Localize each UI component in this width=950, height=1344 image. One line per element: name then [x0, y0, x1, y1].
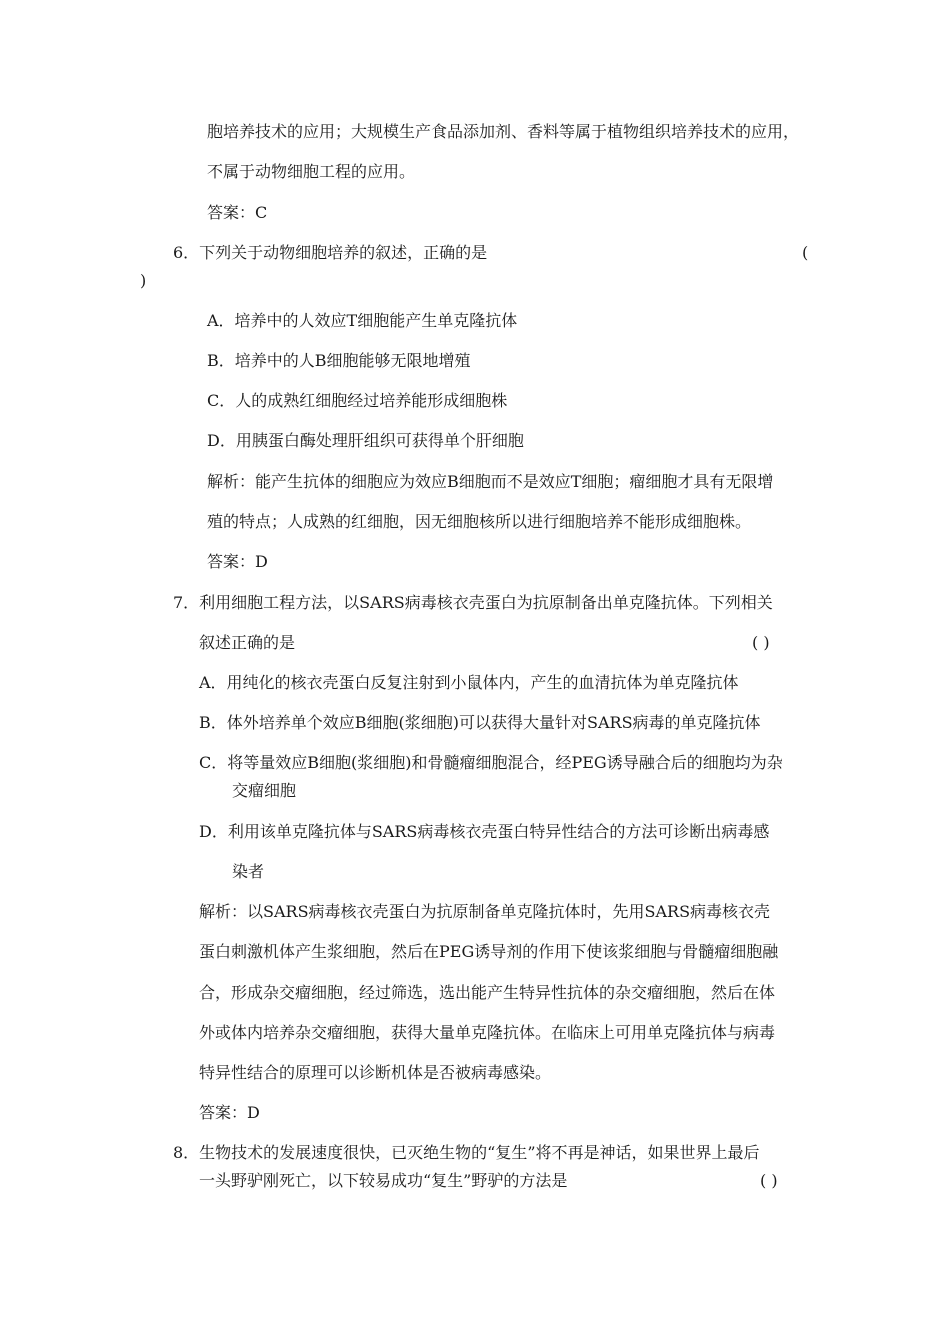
- q6-option-c: C．人的成熟红细胞经过培养能形成细胞株: [207, 391, 508, 410]
- q7-analysis-line-4: 外或体内培养杂交瘤细胞，获得大量单克隆抗体。在临床上可用单克隆抗体与病毒: [199, 1023, 776, 1042]
- q6-analysis-line-1: 解析：能产生抗体的细胞应为效应B细胞而不是效应T细胞；瘤细胞才具有无限增: [207, 472, 774, 491]
- q8-stem-line-1: 8．生物技术的发展速度很快，已灭绝生物的“复生”将不再是神话，如果世界上最后: [173, 1143, 760, 1162]
- q7-answer-paren: ( ): [752, 633, 770, 652]
- q7-option-c-line-1: C．将等量效应B细胞(浆细胞)和骨髓瘤细胞混合，经PEG诱导融合后的细胞均为杂: [199, 753, 783, 772]
- q6-paren-close: ): [140, 271, 147, 290]
- q7-option-a: A．用纯化的核衣壳蛋白反复注射到小鼠体内，产生的血清抗体为单克隆抗体: [199, 673, 739, 692]
- q5-analysis-line-2: 不属于动物细胞工程的应用。: [207, 162, 416, 181]
- q8-stem-line-2: 一头野驴刚死亡，以下较易成功“复生”野驴的方法是: [199, 1171, 568, 1190]
- q7-analysis-line-5: 特异性结合的原理可以诊断机体是否被病毒感染。: [199, 1063, 552, 1082]
- q6-option-a: A．培养中的人效应T细胞能产生单克隆抗体: [207, 311, 518, 330]
- q8-answer-paren: ( ): [760, 1171, 778, 1190]
- q6-option-d: D．用胰蛋白酶处理肝组织可获得单个肝细胞: [207, 431, 524, 450]
- q7-answer: 答案：D: [199, 1103, 260, 1122]
- q7-analysis-line-1: 解析：以SARS病毒核衣壳蛋白为抗原制备单克隆抗体时，先用SARS病毒核衣壳: [199, 902, 771, 921]
- q5-answer: 答案：C: [207, 203, 268, 222]
- q7-option-d-line-2: 染者: [232, 862, 265, 881]
- q7-analysis-line-3: 合，形成杂交瘤细胞，经过筛选，选出能产生特异性抗体的杂交瘤细胞，然后在体: [199, 983, 776, 1002]
- q7-option-d-line-1: D．利用该单克隆抗体与SARS病毒核衣壳蛋白特异性结合的方法可诊断出病毒感: [199, 822, 770, 841]
- q7-analysis-line-2: 蛋白刺激机体产生浆细胞，然后在PEG诱导剂的作用下使该浆细胞与骨髓瘤细胞融: [199, 942, 779, 961]
- q7-option-c-line-2: 交瘤细胞: [232, 781, 297, 800]
- q6-analysis-line-2: 殖的特点；人成熟的红细胞，因无细胞核所以进行细胞培养不能形成细胞株。: [207, 512, 752, 531]
- q6-option-b: B．培养中的人B细胞能够无限地增殖: [207, 351, 471, 370]
- q6-paren-open: (: [802, 243, 809, 262]
- q7-stem-line-2: 叙述正确的是: [199, 633, 296, 652]
- q6-answer: 答案：D: [207, 552, 268, 571]
- q6-stem: 6．下列关于动物细胞培养的叙述，正确的是: [173, 243, 488, 262]
- q7-stem-line-1: 7．利用细胞工程方法，以SARS病毒核衣壳蛋白为抗原制备出单克隆抗体。下列相关: [173, 593, 773, 612]
- q7-option-b: B．体外培养单个效应B细胞(浆细胞)可以获得大量针对SARS病毒的单克隆抗体: [199, 713, 761, 732]
- q5-analysis-line-1: 胞培养技术的应用；大规模生产食品添加剂、香料等属于植物组织培养技术的应用，: [207, 122, 800, 141]
